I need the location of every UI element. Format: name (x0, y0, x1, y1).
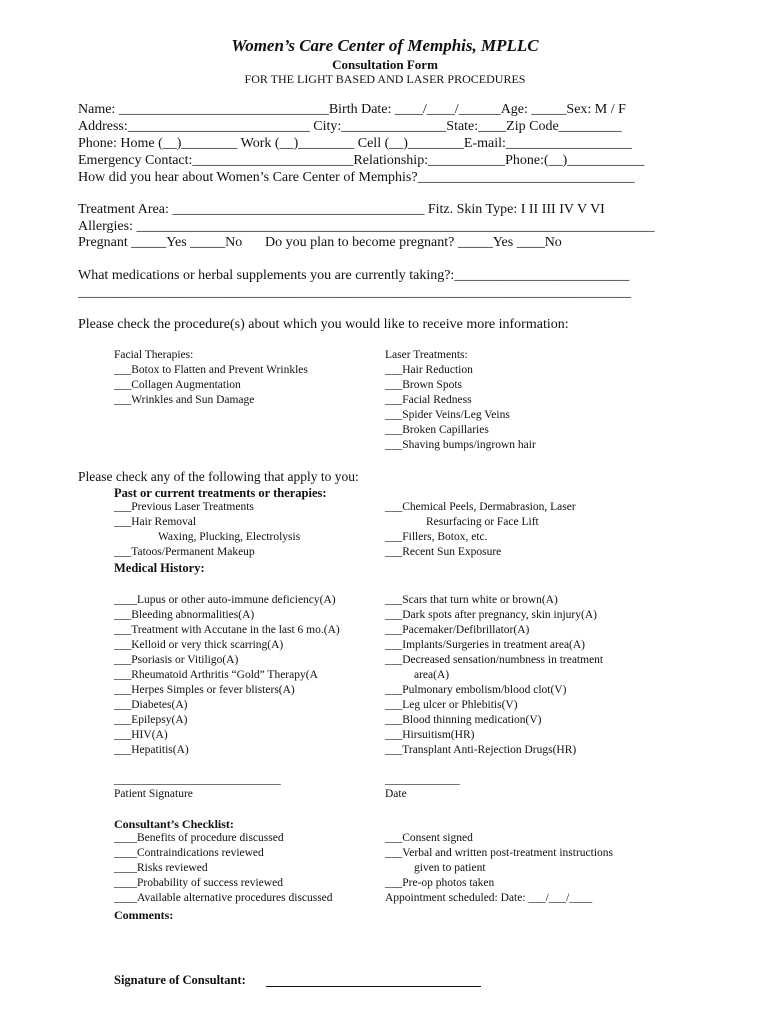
medical-history-option[interactable]: ___Pulmonary embolism/blood clot(V) (385, 684, 567, 696)
pregnant-line[interactable]: Pregnant _____Yes _____No (78, 235, 243, 250)
medical-history-option[interactable]: ___Blood thinning medication(V) (385, 714, 542, 726)
checklist-item[interactable]: ___Consent signed (385, 832, 473, 844)
allergies-line[interactable]: Allergies: __________________________________________________________________________ (78, 219, 655, 234)
past-treatment-option[interactable]: ___Hair Removal (114, 516, 197, 528)
medical-history-option[interactable]: ___Pacemaker/Defibrillator(A) (385, 624, 530, 636)
medical-history-option[interactable]: ___Hirsuitism(HR) (385, 729, 475, 741)
treatment-area-line[interactable]: Treatment Area: ____________________________________ Fitz. Skin Type: I II III IV V VI (78, 202, 605, 217)
medical-history-heading: Medical History: (114, 561, 205, 575)
medications-line[interactable]: What medications or herbal supplements you are currently taking?:_________________________ (78, 268, 630, 283)
laser-option[interactable]: ___Shaving bumps/ingrown hair (385, 439, 536, 451)
medical-history-option[interactable]: ___Kelloid or very thick scarring(A) (114, 639, 284, 651)
plan-pregnant-line[interactable]: Do you plan to become pregnant? _____Yes ____No (265, 235, 562, 250)
past-treatment-detail: Resurfacing or Face Lift (426, 516, 539, 528)
checklist-item[interactable]: ____Risks reviewed (114, 862, 208, 874)
consultant-checklist-heading: Consultant’s Checklist: (114, 817, 234, 831)
form-title: Consultation Form (332, 57, 438, 72)
emergency-contact-line[interactable]: Emergency Contact:_______________________Relationship:___________Phone:(__)___________ (78, 153, 645, 168)
medical-history-option[interactable]: ___Psoriasis or Vitiligo(A) (114, 654, 239, 666)
past-treatment-option[interactable]: ___Fillers, Botox, etc. (385, 531, 488, 543)
checklist-item[interactable]: ____Available alternative procedures discussed (114, 892, 333, 904)
medical-history-option[interactable]: ___Treatment with Accutane in the last 6 mo.(A) (114, 624, 340, 636)
past-treatment-option[interactable]: ___Chemical Peels, Dermabrasion, Laser (385, 501, 576, 513)
medical-history-option[interactable]: ___Transplant Anti-Rejection Drugs(HR) (385, 744, 577, 756)
facial-therapies-heading: Facial Therapies: (114, 349, 194, 361)
clinic-title: Women’s Care Center of Memphis, MPLLC (231, 36, 539, 55)
laser-option[interactable]: ___Spider Veins/Leg Veins (385, 409, 510, 421)
past-treatment-option[interactable]: ___Tatoos/Permanent Makeup (114, 546, 255, 558)
checklist-item[interactable]: ____Probability of success reviewed (114, 877, 283, 889)
medical-history-option[interactable]: ___Implants/Surgeries in treatment area(A) (385, 639, 586, 651)
patient-signature-line[interactable]: _____________________________ (114, 774, 281, 786)
consultant-signature-label: Signature of Consultant: (114, 973, 246, 987)
checklist-item[interactable]: ___Pre-op photos taken (385, 877, 495, 889)
consultant-signature-line[interactable] (266, 986, 481, 987)
procedures-prompt: Please check the procedure(s) about which you would like to receive more information: (78, 317, 569, 332)
checklist-item[interactable]: ____Contraindications reviewed (114, 847, 264, 859)
facial-option[interactable]: ___Wrinkles and Sun Damage (114, 394, 255, 406)
phone-line[interactable]: Phone: Home (__)________ Work (__)________ Cell (__)________E-mail:__________________ (78, 136, 632, 151)
medical-history-option[interactable]: ___Herpes Simples or fever blisters(A) (114, 684, 295, 696)
medical-history-option[interactable]: ____Lupus or other auto-immune deficiency(A) (114, 594, 336, 606)
laser-option[interactable]: ___Facial Redness (385, 394, 472, 406)
address-line[interactable]: Address:__________________________ City:_______________State:____Zip Code_________ (78, 119, 622, 134)
form-subtitle: FOR THE LIGHT BASED AND LASER PROCEDURES (244, 72, 526, 86)
medical-history-option[interactable]: ___Scars that turn white or brown(A) (385, 594, 558, 606)
past-treatment-option[interactable]: ___Recent Sun Exposure (385, 546, 502, 558)
medical-history-option[interactable]: ___Decreased sensation/numbness in treatment (385, 654, 604, 666)
checklist-item[interactable]: ____Benefits of procedure discussed (114, 832, 284, 844)
medical-history-option[interactable]: ___Diabetes(A) (114, 699, 188, 711)
checklist-item-detail: given to patient (414, 862, 486, 874)
medical-history-option[interactable]: ___Rheumatoid Arthritis “Gold” Therapy(A (114, 669, 318, 681)
medications-line-2[interactable]: _______________________________________________________________________________ (78, 285, 631, 300)
past-treatment-option[interactable]: ___Previous Laser Treatments (114, 501, 254, 513)
patient-signature-label: Patient Signature (114, 788, 193, 800)
date-line[interactable]: _____________ (385, 774, 460, 786)
medical-history-option[interactable]: ___Bleeding abnormalities(A) (114, 609, 255, 621)
medical-history-option[interactable]: ___Epilepsy(A) (114, 714, 188, 726)
laser-treatments-heading: Laser Treatments: (385, 349, 468, 361)
medical-history-detail: area(A) (414, 669, 450, 681)
laser-option[interactable]: ___Brown Spots (385, 379, 462, 391)
medical-history-option[interactable]: ___Hepatitis(A) (114, 744, 189, 756)
past-treatment-detail: Waxing, Plucking, Electrolysis (158, 531, 301, 543)
name-birthdate-line[interactable]: Name: ______________________________Birth Date: ____/____/______Age: _____Sex: M / F (78, 102, 626, 117)
checklist-item[interactable]: ___Verbal and written post-treatment instructions (385, 847, 614, 859)
date-label: Date (385, 788, 407, 800)
appointment-scheduled-line[interactable]: Appointment scheduled: Date: ___/___/____ (385, 892, 593, 904)
past-treatments-heading: Past or current treatments or therapies: (114, 486, 327, 500)
comments-label: Comments: (114, 908, 174, 922)
medical-history-option[interactable]: ___Dark spots after pregnancy, skin injury(A) (385, 609, 597, 621)
referral-source-line[interactable]: How did you hear about Women’s Care Center of Memphis?_______________________________ (78, 170, 635, 185)
laser-option[interactable]: ___Broken Capillaries (385, 424, 489, 436)
facial-option[interactable]: ___Botox to Flatten and Prevent Wrinkles (114, 364, 308, 376)
apply-prompt: Please check any of the following that apply to you: (78, 469, 359, 484)
medical-history-option[interactable]: ___Leg ulcer or Phlebitis(V) (385, 699, 518, 711)
laser-option[interactable]: ___Hair Reduction (385, 364, 473, 376)
facial-option[interactable]: ___Collagen Augmentation (114, 379, 241, 391)
medical-history-option[interactable]: ___HIV(A) (114, 729, 168, 741)
